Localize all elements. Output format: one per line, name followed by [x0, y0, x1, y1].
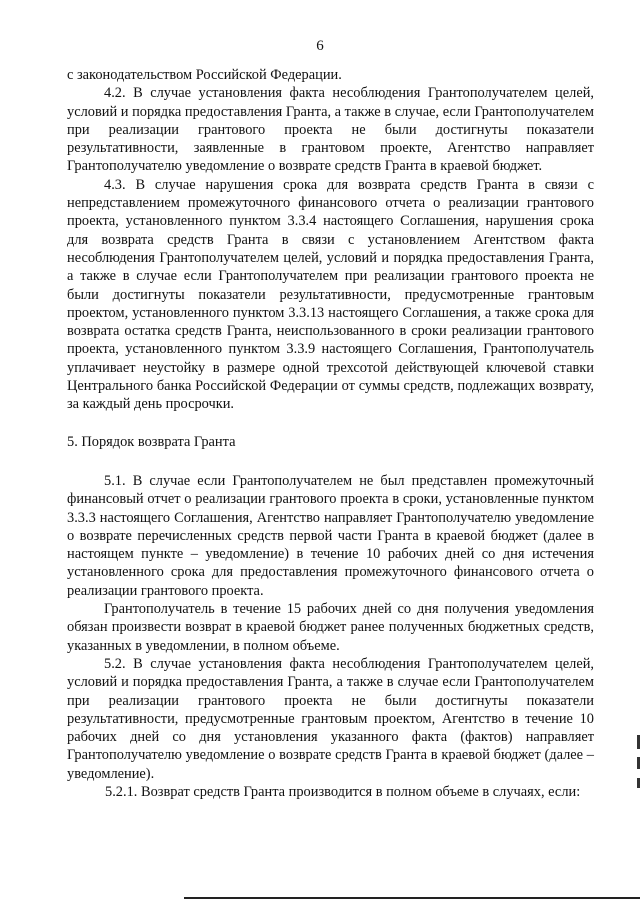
- paragraph-continuation: с законодательством Российской Федерации.: [67, 67, 342, 83]
- document-body: [67, 66, 594, 801]
- paragraph-4-2: 4.2. В случае установления факта несоблюдения Грантополучателем целей, условий и порядка предоставления Гранта, а также в случае, если Грантополучателем при реализации грантового проекта не были достигнуты показатели результативности, заявленные в грантовом проекте, Агентство направляет Грантополучателю уведомление о возврате средств Гранта в краевой бюджет.: [67, 85, 594, 175]
- paragraph-5-1: 5.1. В случае если Грантополучателем не был представлен промежуточный финансовый отчет о реализации грантового проекта в сроки, установленные пунктом 3.3.3 настоящего Соглашения, Агентство направляет Грантополучателю уведомление о возврате перечисленных средств первой части Гранта в краевой бюджет (далее в настоящем пункте – уведомление) в течение 10 рабочих дней со дня истечения установленного срока для предоставления промежуточного финансового отчета о реализации грантового проекта.: [67, 472, 594, 599]
- paragraph-5-1-recipient: Грантополучатель в течение 15 рабочих дней со дня получения уведомления обязан произвести возврат в краевой бюджет ранее полученных бюджетных средств, указанных в уведомлении, в полном объеме.: [67, 601, 594, 654]
- scan-bottom-edge: [184, 897, 640, 899]
- paragraph-5-2-1: 5.2.1. Возврат средств Гранта производится в полном объеме в случаях, если:: [105, 783, 581, 800]
- page-number: 6: [316, 38, 324, 54]
- paragraph-5-2: 5.2. В случае установления факта несоблюдения Грантополучателем целей, условий и порядка предоставления Гранта, а также в случае если Грантополучателем при реализации грантового проекта не были достигнуты показатели результативности, предусмотренные грантовым проектом, Агентство в течение 10 рабочих дней со дня установления указанного факта (фактов) направляет Грантополучателю уведомление о возврате средств Гранта в краевой бюджет (далее – уведомление).: [67, 655, 594, 782]
- section-heading-5: 5. Порядок возврата Гранта: [67, 433, 236, 450]
- paragraph-4-3: 4.3. В случае нарушения срока для возврата средств Гранта в связи с непредставлением промежуточного финансового отчета о реализации грантового проекта, установленного пунктом 3.3.4 настоящего Соглашения, нарушения срока для возврата средств Гранта в связи с установлением Агентством факта несоблюдения Грантополучателем целей, условий и порядка предоставления Гранта, а также в случае если Грантополучателем при реализации грантового проекта не были достигнуты показатели результативности, предусмотренные грантовым проектом, установленного пунктом 3.3.13 настоящего Соглашения, а также срока для возврата остатка средств Гранта, неиспользованного в сроки реализации грантового проекта, установленного пунктом 3.3.9 настоящего Соглашения, Грантополучатель уплачивает неустойку в размере одной трехсотой действующей ключевой ставки Центрального банка Российской Федерации от суммы средств, подлежащих возврату, за каждый день просрочки.: [67, 176, 594, 413]
